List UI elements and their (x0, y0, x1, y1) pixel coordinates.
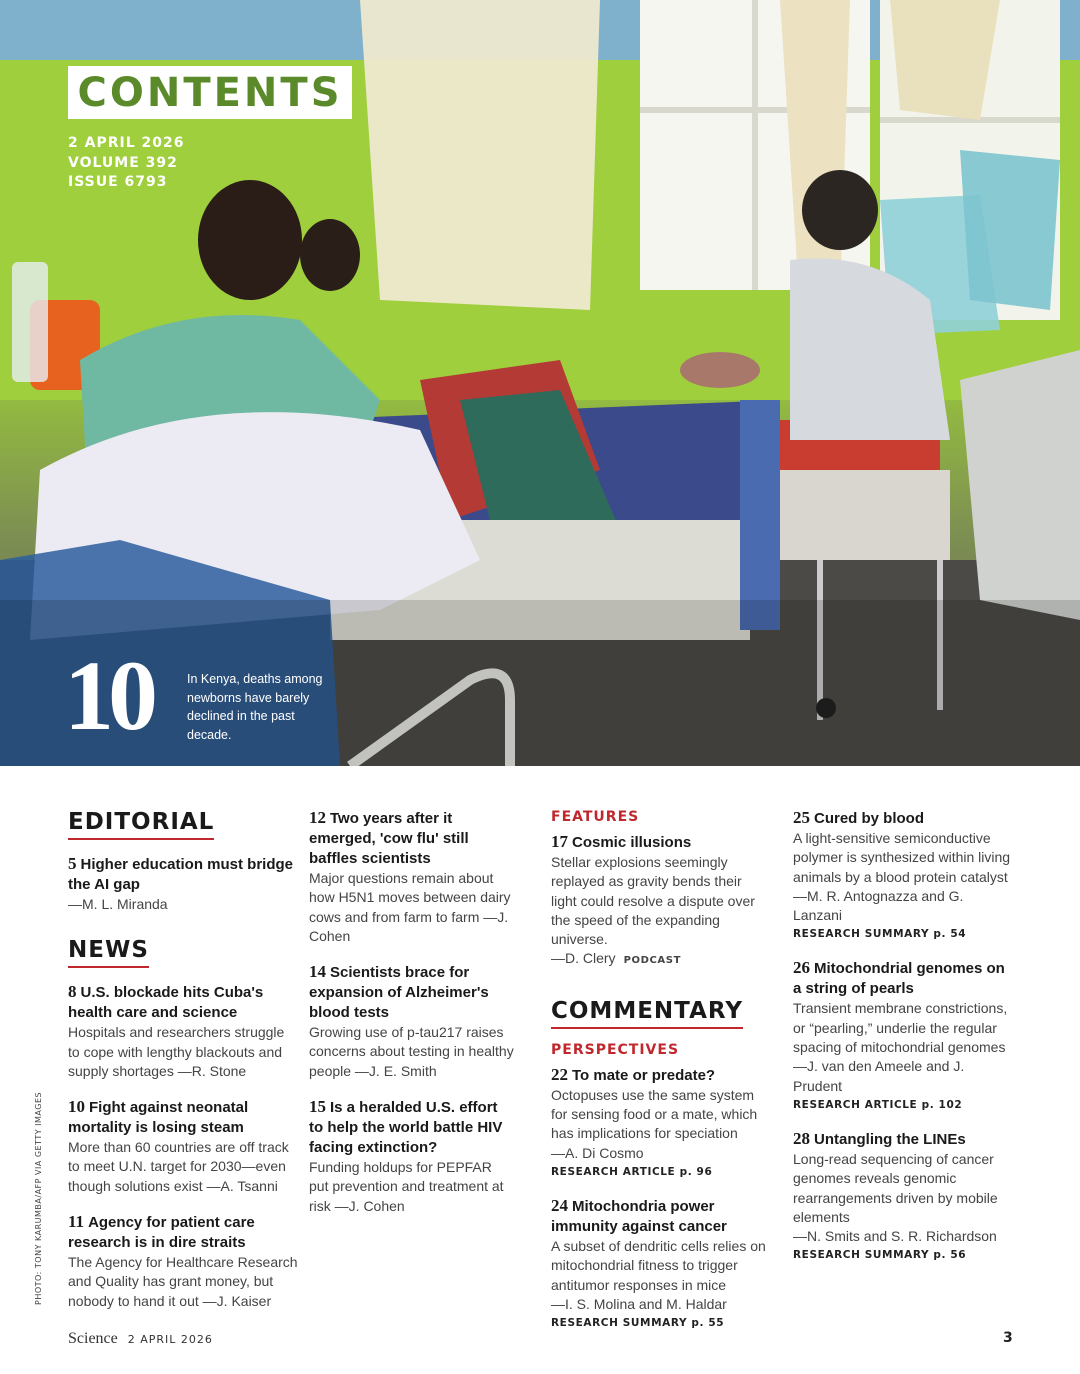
item-title: 15 Is a heralded U.S. effort to help the world battle HIV facing extinction? (309, 1097, 503, 1157)
item-title: 22 To mate or predate? (551, 1064, 716, 1084)
item-desc: Long-read sequencing of cancer genomes reveals genomic rearrangements driven by mobile elements (793, 1150, 998, 1225)
item-title: 5 Higher education must bridge the AI gap (68, 854, 294, 893)
toc-column-2 (309, 808, 514, 1216)
toc-column-1 (68, 808, 298, 1311)
item-title: 24 Mitochondria power immunity against cancer (551, 1195, 727, 1235)
toc-item-perspective[interactable] (551, 1065, 766, 1178)
photo-credit: PHOTO: TONY KARUMBA/AFP VIA GETTY IMAGES (34, 1091, 43, 1305)
toc-item-perspective[interactable] (793, 808, 1013, 940)
item-author: —D. Clery (551, 950, 616, 967)
item-desc: Growing use of p-tau217 raises concerns about testing in healthy people —J. E. Smith (309, 1024, 514, 1079)
item-page: 8 (68, 982, 77, 1002)
toc-item-news[interactable] (68, 1212, 298, 1311)
item-desc: Major questions remain about how H5N1 moves between dairy cows and from farm to farm —J. Cohen (309, 870, 511, 944)
toc-column-4 (793, 808, 1013, 1261)
item-author: —A. Di Cosmo (551, 1144, 644, 1161)
issue-info (68, 134, 184, 193)
item-desc: Transient membrane constrictions, or “pearling,” underlie the regular spacing of mitochondrial genomes (793, 1000, 1008, 1056)
research-ref-link[interactable]: RESEARCH SUMMARY p. 55 (551, 1317, 725, 1330)
podcast-tag[interactable]: PODCAST (623, 955, 681, 967)
toc-item-news[interactable] (68, 1097, 298, 1196)
item-title: 17 Cosmic illusions (551, 832, 692, 851)
item-desc: A light-sensitive semiconductive polymer is synthesized within living animals by a blood protein catalyst (793, 830, 1011, 885)
item-desc: Octopuses use the same system for sensing food or a mate, which has implications for speciation (551, 1086, 758, 1142)
item-desc: Hospitals and researchers struggle to cope with lengthy blackouts and supply shortages —R. Stone (68, 1024, 285, 1079)
toc-item-news[interactable] (309, 962, 514, 1081)
item-page: 24 (551, 1195, 568, 1215)
section-heading-features: FEATURES (551, 809, 640, 825)
hero-caption: In Kenya, deaths among newborns have barely declined in the past decade. (187, 672, 323, 742)
research-ref-link[interactable]: RESEARCH SUMMARY p. 54 (793, 928, 967, 941)
hero-page-ref[interactable]: 10 (64, 640, 152, 751)
subsection-heading-perspectives: PERSPECTIVES (551, 1041, 680, 1058)
section-heading-commentary: COMMENTARY (551, 997, 743, 1029)
page-footer (68, 1330, 213, 1348)
item-page: 22 (551, 1064, 568, 1084)
item-author: —M. R. Antognazza and G. Lanzani (793, 887, 964, 924)
toc-item-editorial[interactable] (68, 854, 298, 914)
item-page: 26 (793, 958, 810, 978)
item-title: 25 Cured by blood (793, 808, 924, 827)
item-title: 10 Fight against neonatal mortality is losing steam (68, 1097, 249, 1137)
contents-title-box (68, 66, 352, 119)
section-heading-news: NEWS (68, 936, 149, 968)
toc-item-perspective[interactable] (793, 1129, 1013, 1261)
item-page: 28 (793, 1128, 810, 1148)
item-author: —N. Smits and S. R. Richardson (793, 1228, 997, 1245)
item-page: 11 (68, 1212, 85, 1232)
item-desc: Funding holdups for PEPFAR put prevention and treatment at risk —J. Cohen (309, 1159, 504, 1214)
magazine-name: Science (68, 1330, 118, 1347)
item-author: —I. S. Molina and M. Haldar (551, 1295, 727, 1312)
issue-date: 2 APRIL 2026 (68, 135, 185, 151)
issue-volume: VOLUME 392 (68, 154, 178, 171)
item-title: 12 Two years after it emerged, 'cow flu' still baffles scientists (309, 808, 469, 867)
footer-date: 2 APRIL 2026 (127, 1333, 213, 1346)
item-author: —M. L. Miranda (68, 896, 168, 912)
item-byline (551, 949, 766, 970)
page-number: 3 (1003, 1330, 1013, 1346)
issue-number: ISSUE 6793 (68, 174, 168, 190)
toc-item-news[interactable] (68, 982, 298, 1081)
item-page: 12 (309, 808, 326, 827)
toc-item-news[interactable] (309, 808, 514, 946)
item-page: 25 (793, 808, 810, 827)
item-title: 14 Scientists brace for expansion of Alzheimer's blood tests (309, 962, 489, 1022)
item-title: 11 Agency for patient care research is in dire straits (68, 1212, 255, 1252)
toc-item-perspective[interactable] (551, 1196, 766, 1329)
item-desc: A subset of dendritic cells relies on mitochondrial fitness to trigger antitumor responses in mice (551, 1237, 766, 1293)
toc-item-perspective[interactable] (793, 958, 1013, 1110)
research-ref-link[interactable]: RESEARCH SUMMARY p. 56 (793, 1249, 967, 1262)
item-page: 15 (309, 1097, 326, 1117)
item-author: —J. van den Ameele and J. Prudent (793, 1058, 965, 1094)
item-page: 10 (68, 1097, 85, 1117)
item-page: 17 (551, 832, 568, 851)
contents-title: CONTENTS (77, 69, 343, 116)
item-title: 28 Untangling the LINEs (793, 1128, 966, 1148)
item-desc: Stellar explosions seemingly replayed as gravity bends their light could resolve a dispute over the speed of the expanding universe. (551, 854, 755, 948)
research-ref-link[interactable]: RESEARCH ARTICLE p. 102 (793, 1098, 963, 1111)
toc-column-3 (551, 808, 766, 1329)
section-heading-editorial: EDITORIAL (68, 808, 214, 840)
item-title: 26 Mitochondrial genomes on a string of pearls (793, 958, 1005, 998)
item-page: 14 (309, 962, 326, 982)
toc-item-news[interactable] (309, 1097, 514, 1216)
item-page: 5 (68, 854, 77, 873)
item-title: 8 U.S. blockade hits Cuba's health care and science (68, 982, 264, 1022)
research-ref-link[interactable]: RESEARCH ARTICLE p. 96 (551, 1165, 713, 1178)
item-desc: The Agency for Healthcare Research and Quality has grant money, but nobody to hand it out —J. Kaiser (68, 1254, 298, 1309)
toc-item-feature[interactable] (551, 832, 766, 971)
item-desc: More than 60 countries are off track to meet U.N. target for 2030—even though solutions exist —A. Tsanni (68, 1139, 289, 1194)
